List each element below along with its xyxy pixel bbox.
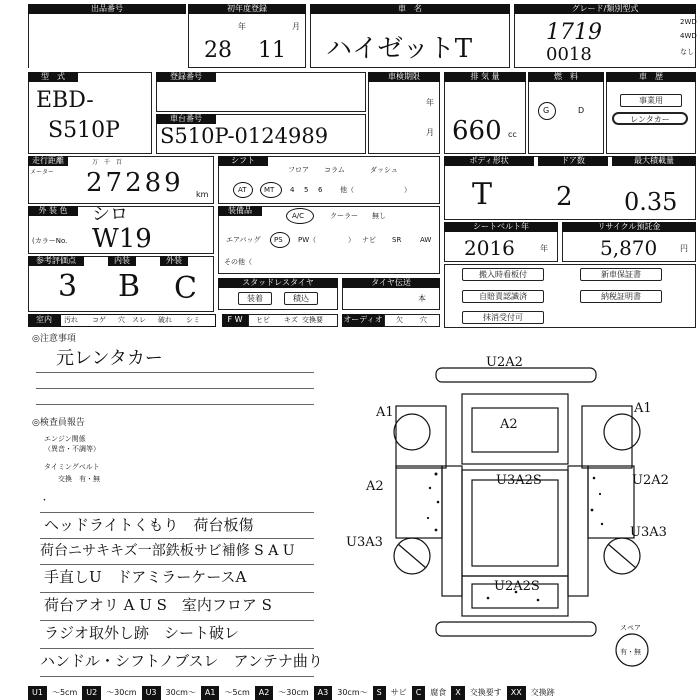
diagram-rear-bumper bbox=[436, 622, 596, 636]
first-reg-year: 28 bbox=[204, 38, 232, 63]
legend-x-val: 交換要す bbox=[469, 688, 502, 697]
shift-mt-circle bbox=[260, 182, 282, 198]
interior-item-tear[interactable]: 破れ bbox=[158, 316, 172, 324]
diagram-door-right bbox=[588, 466, 634, 538]
mark-hood: A2 bbox=[500, 417, 518, 432]
chassis-label: 車台番号 bbox=[156, 114, 216, 124]
diagram-fender-right bbox=[582, 406, 632, 468]
max-load-label: 最大積載量 bbox=[612, 156, 696, 166]
doc-signboard[interactable]: 搬入時看板付 bbox=[462, 268, 544, 281]
displacement-value: 660 bbox=[452, 116, 502, 146]
drive-none: なし bbox=[680, 48, 694, 56]
legend-a2-key: A2 bbox=[255, 686, 274, 700]
seatbelt-value: 2016 bbox=[464, 236, 515, 260]
audio-item-hole[interactable]: 穴 bbox=[420, 316, 427, 324]
legend-u3-key: U3 bbox=[142, 686, 161, 700]
mileage-meter-label: メーター bbox=[30, 169, 55, 176]
inspector-line-6: ハンドル・シフトノブスレ アンテナ曲り bbox=[40, 652, 323, 670]
inspection-month-unit: 月 bbox=[426, 128, 434, 137]
inspector-line-2: 荷台ニサキキズ一部鉄板サビ補修 S A U bbox=[40, 543, 295, 559]
equip-ps[interactable]: PS bbox=[274, 236, 283, 244]
color-code-label: (カラーNo. bbox=[32, 237, 68, 245]
shift-dash[interactable]: ダッシュ bbox=[370, 166, 398, 174]
equip-ac-circle bbox=[286, 208, 314, 224]
first-reg-year-unit: 年 bbox=[238, 22, 246, 31]
inspector-rule-7 bbox=[40, 676, 314, 677]
shift-4[interactable]: 4 bbox=[290, 186, 295, 194]
model-line1: EBD- bbox=[36, 88, 94, 113]
mark-rear-right: U3A3 bbox=[630, 525, 667, 540]
color-label: 外 装 色 bbox=[28, 206, 78, 216]
studless-label: スタッドレスタイヤ bbox=[218, 278, 338, 288]
legend-s-key: S bbox=[373, 686, 386, 700]
inspector-line-1: ヘッドライトくもり 荷台板傷 bbox=[44, 516, 254, 534]
equip-pw-close: ） bbox=[348, 236, 355, 244]
fuel-g: G bbox=[543, 106, 550, 115]
inspection-box bbox=[368, 72, 440, 154]
doors-value: 2 bbox=[556, 182, 573, 212]
mileage-km-unit: km bbox=[196, 190, 209, 199]
shift-label: シフト bbox=[218, 156, 268, 166]
diagram-wheel-fl bbox=[394, 414, 430, 450]
audio-row-box bbox=[384, 314, 440, 327]
grade-label: グレード/類別型式 bbox=[514, 4, 696, 14]
doc-warranty[interactable]: 新車保証書 bbox=[580, 268, 662, 281]
equip-ac[interactable]: A/C bbox=[292, 212, 305, 220]
car-name-label: 車 名 bbox=[310, 4, 510, 14]
legend-u3-val: 30cm～ bbox=[165, 688, 196, 697]
legend-u1-key: U1 bbox=[28, 686, 47, 700]
equip-none[interactable]: 無し bbox=[372, 212, 386, 220]
shift-at[interactable]: AT bbox=[238, 186, 247, 194]
legend-a2-val: ～30cm bbox=[278, 688, 309, 697]
mark-bed-top: U3A2S bbox=[496, 473, 542, 488]
equip-other: その他（ bbox=[224, 258, 252, 266]
inspector-timing-label: タイミングベルト bbox=[44, 463, 100, 471]
fw-item-crack[interactable]: ヒビ bbox=[256, 316, 270, 324]
shift-mt[interactable]: MT bbox=[264, 186, 275, 194]
equip-aw[interactable]: AW bbox=[420, 236, 432, 244]
diagram-door-left bbox=[396, 466, 442, 538]
legend-u2-key: U2 bbox=[82, 686, 101, 700]
shift-other-close: ） bbox=[404, 186, 411, 194]
inspection-label: 車検期限 bbox=[368, 72, 440, 82]
usage-rental[interactable]: レンタカー bbox=[612, 112, 688, 125]
studless-installed[interactable]: 装着 bbox=[238, 292, 272, 305]
notes-title: ◎注意事項 bbox=[32, 334, 76, 344]
mark-rear-left: U3A3 bbox=[346, 535, 383, 550]
interior-item-burn[interactable]: コゲ bbox=[92, 316, 106, 324]
interior-item-scuff[interactable]: スレ bbox=[132, 316, 146, 324]
grade-value: 1719 bbox=[546, 20, 602, 45]
diagram-side-left bbox=[442, 466, 462, 596]
model-line2: S510P bbox=[48, 118, 120, 143]
drive-2wd: 2WD bbox=[680, 18, 697, 26]
inspection-year-unit: 年 bbox=[426, 98, 434, 107]
usage-business[interactable]: 事業用 bbox=[620, 94, 682, 107]
mark-door-right: U2A2 bbox=[632, 473, 669, 488]
first-reg-month: 11 bbox=[258, 38, 286, 63]
equip-pw[interactable]: PW（ bbox=[298, 236, 317, 244]
model-label: 型 式 bbox=[28, 72, 78, 82]
overall-value: 3 bbox=[58, 269, 78, 304]
truck-diagram[interactable] bbox=[346, 354, 669, 684]
diagram-front-bumper bbox=[436, 368, 596, 382]
inspector-rule-3 bbox=[40, 564, 314, 565]
exterior-rating-value: C bbox=[174, 271, 197, 306]
equip-airbag[interactable]: エアバッグ bbox=[226, 236, 261, 244]
inspector-rule-5 bbox=[40, 620, 314, 621]
equip-navi[interactable]: ナビ bbox=[362, 236, 376, 244]
legend-c-val: 腐食 bbox=[430, 688, 447, 697]
overall-label: 参考評価点 bbox=[28, 256, 84, 266]
legend-s-val: サビ bbox=[390, 688, 407, 697]
legend-a3-key: A3 bbox=[314, 686, 333, 700]
diagram-wheel-fr bbox=[604, 414, 640, 450]
legend-a1-key: A1 bbox=[201, 686, 220, 700]
fw-item-scratch[interactable]: キズ bbox=[284, 316, 298, 324]
recycle-value: 5,870 bbox=[600, 236, 658, 260]
mark-door-left: A2 bbox=[366, 479, 384, 494]
cc-unit: cc bbox=[508, 130, 517, 139]
mileage-value: 27289 bbox=[86, 168, 184, 198]
shift-column[interactable]: コラム bbox=[324, 166, 345, 174]
mark-tailgate: U2A2S bbox=[494, 579, 540, 594]
mileage-digits-label: 万 千 百 bbox=[92, 159, 123, 166]
audio-row-label: オーディオ bbox=[342, 314, 384, 327]
inspector-bullet: ・ bbox=[40, 496, 50, 506]
doc-tax[interactable]: 納税証明書 bbox=[580, 290, 662, 303]
notes-line1: 元レンタカー bbox=[56, 348, 163, 369]
legend-xx-val: 交換跡 bbox=[530, 688, 555, 697]
legend-c-key: C bbox=[412, 686, 426, 700]
inspector-rule-4 bbox=[40, 592, 314, 593]
usage-label: 車 歴 bbox=[606, 72, 696, 82]
reg-no-label: 登録番号 bbox=[156, 72, 216, 82]
interior-rating-label: 内装 bbox=[108, 256, 136, 266]
notes-rule-3 bbox=[36, 404, 314, 405]
recycle-yen-unit: 円 bbox=[680, 244, 688, 253]
studless-loaded[interactable]: 積込 bbox=[284, 292, 318, 305]
legend-a3-val: 30cm～ bbox=[337, 688, 368, 697]
drive-4wd: 4WD bbox=[680, 32, 697, 40]
diagram-fender-left bbox=[396, 406, 446, 468]
shift-other[interactable]: 他（ bbox=[340, 186, 354, 194]
equip-sr[interactable]: SR bbox=[392, 236, 402, 244]
audio-item-missing[interactable]: 欠 bbox=[396, 316, 403, 324]
inspector-timing-sub: 交換 有・無 bbox=[58, 475, 100, 483]
inspector-line-5: ラジオ取外し跡 シート破レ bbox=[44, 624, 240, 642]
legend-u1-val: ～5cm bbox=[51, 688, 78, 697]
diagram-side-right bbox=[568, 466, 588, 596]
chassis-value: S510P-0124989 bbox=[160, 124, 329, 148]
damage-legend bbox=[28, 686, 560, 700]
shift-6[interactable]: 6 bbox=[318, 186, 323, 194]
fuel-label: 燃 料 bbox=[528, 72, 604, 82]
shift-5[interactable]: 5 bbox=[304, 186, 309, 194]
spare-value: 有・無 bbox=[620, 648, 641, 656]
equip-ps-circle bbox=[270, 232, 290, 248]
first-reg-month-unit: 月 bbox=[292, 22, 300, 31]
tire-unit: 本 bbox=[418, 294, 426, 303]
shift-floor[interactable]: フロア bbox=[288, 166, 309, 174]
shift-at-circle bbox=[233, 182, 253, 198]
inspector-rule-6 bbox=[40, 648, 314, 649]
inspector-title: ◎検査員報告 bbox=[32, 418, 85, 428]
class-value: 0018 bbox=[546, 44, 592, 65]
seatbelt-label: シートベルト年 bbox=[444, 222, 558, 232]
fw-row-label: F W bbox=[222, 314, 248, 327]
body-type-value: T bbox=[472, 177, 493, 212]
car-name: ハイゼットT bbox=[326, 34, 473, 64]
seatbelt-year-unit: 年 bbox=[540, 244, 548, 253]
inspector-line-4: 荷台アオリ A U S 室内フロア S bbox=[44, 596, 272, 614]
inspector-rule-1 bbox=[40, 512, 314, 513]
recycle-label: リサイクル預託金 bbox=[562, 222, 696, 232]
notes-rule-1 bbox=[36, 372, 314, 373]
mark-fender-left: A1 bbox=[376, 405, 394, 420]
legend-a1-val: ～5cm bbox=[224, 688, 250, 697]
tire-label: タイヤ伝送 bbox=[342, 278, 440, 288]
inspector-rule-2 bbox=[40, 538, 314, 539]
spare-label: スペア bbox=[620, 624, 641, 632]
displacement-label: 排 気 量 bbox=[444, 72, 526, 82]
body-type-label: ボディ形状 bbox=[444, 156, 534, 166]
legend-x-key: X bbox=[451, 686, 464, 700]
fuel-d: D bbox=[578, 106, 585, 115]
equipment-label: 装備品 bbox=[218, 206, 262, 216]
equip-cooler[interactable]: クーラー bbox=[330, 212, 358, 220]
interior-item-hole[interactable]: 穴 bbox=[118, 316, 125, 324]
legend-xx-key: XX bbox=[507, 686, 526, 700]
legend-u2-val: ～30cm bbox=[106, 688, 137, 697]
color-code-value: W19 bbox=[92, 224, 152, 254]
exterior-rating-label: 外装 bbox=[160, 256, 188, 266]
mark-front: U2A2 bbox=[486, 355, 523, 370]
fw-item-replace[interactable]: 交換要 bbox=[302, 316, 323, 324]
inspector-engine-sub: （異音・不調等） bbox=[44, 445, 100, 453]
inspector-engine-label: エンジン関係 bbox=[44, 435, 86, 443]
interior-item-stain[interactable]: シミ bbox=[186, 316, 200, 324]
first-reg-label: 初年度登録 bbox=[188, 4, 306, 14]
exhibit-no-label: 出品番号 bbox=[28, 4, 186, 14]
color-value: シロ bbox=[92, 204, 128, 225]
max-load-value: 0.35 bbox=[624, 188, 678, 216]
doc-liability[interactable]: 自賠責認識済 bbox=[462, 290, 544, 303]
doors-label: ドア数 bbox=[538, 156, 608, 166]
interior-item-dirt[interactable]: 汚れ bbox=[64, 316, 78, 324]
inspector-line-3: 手直しU ドアミラーケースA bbox=[44, 568, 247, 586]
mark-fender-right: A1 bbox=[634, 401, 652, 416]
interior-rating-value: B bbox=[118, 269, 141, 304]
mileage-label: 走行距離 bbox=[28, 156, 68, 166]
interior-row-label: 室内 bbox=[28, 314, 60, 327]
notes-rule-2 bbox=[36, 388, 314, 389]
doc-deregistration[interactable]: 抹消受付可 bbox=[462, 311, 544, 324]
